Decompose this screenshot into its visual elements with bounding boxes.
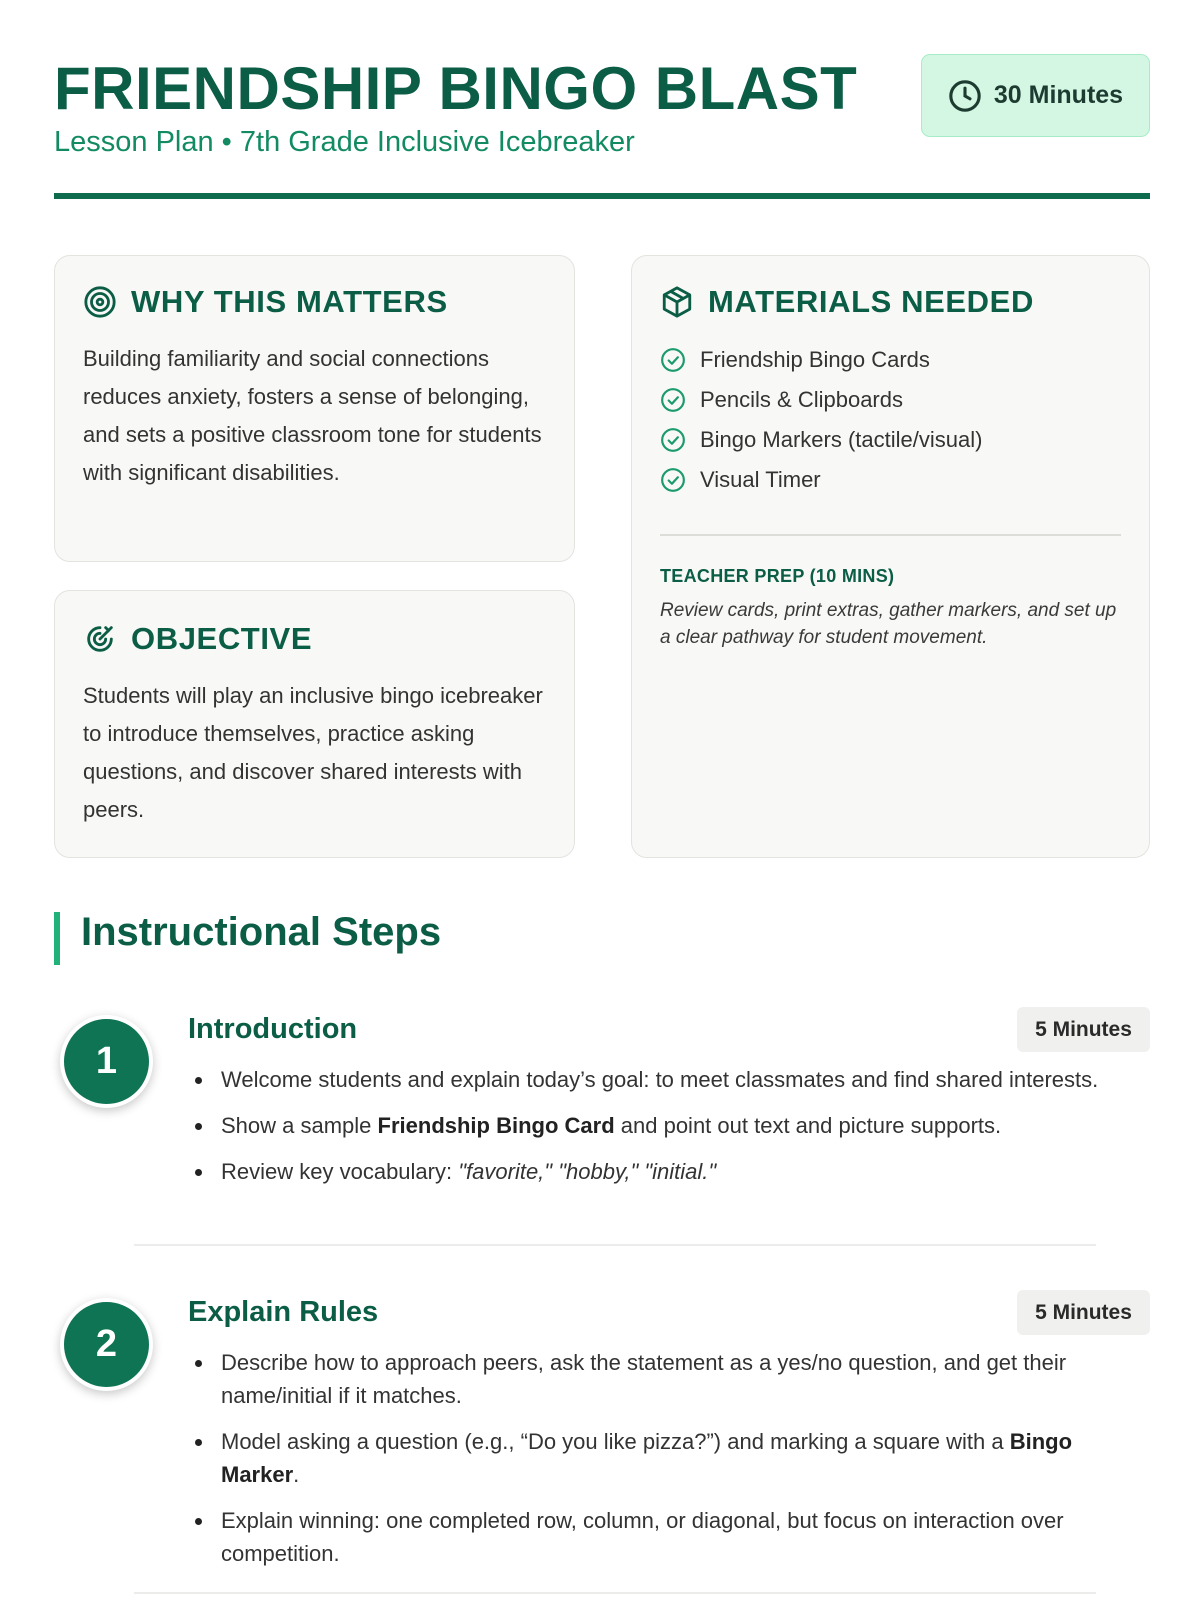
header-divider [54, 193, 1150, 199]
step-bullets [188, 1346, 1150, 1583]
target-icon [83, 285, 117, 319]
step-time-badge: 5 Minutes [1017, 1007, 1150, 1052]
step-divider [134, 1592, 1096, 1594]
clock-icon [948, 79, 982, 113]
list-item: Explain winning: one completed row, column, or diagonal, but focus on interaction over competition. [188, 1504, 1150, 1570]
goal-icon [83, 622, 117, 656]
list-item [660, 460, 1121, 500]
list-item [660, 420, 1121, 460]
step-number: 1 [60, 1015, 153, 1108]
check-circle-icon [660, 347, 686, 373]
list-item: Show a sample Friendship Bingo Card and point out text and picture supports. [188, 1109, 1150, 1142]
step-bullets [188, 1063, 1150, 1201]
package-icon [660, 285, 694, 319]
step-title: Introduction [188, 1013, 358, 1045]
step-number: 2 [60, 1298, 153, 1391]
page-subtitle: Lesson Plan • 7th Grade Inclusive Icebreaker [54, 126, 635, 158]
check-circle-icon [660, 387, 686, 413]
teacher-prep-text: Review cards, print extras, gather markers, and set up a clear pathway for student movement. [660, 599, 1117, 648]
teacher-prep-title: TEACHER PREP (10 MINS) [660, 565, 895, 586]
step-divider [134, 1244, 1096, 1246]
list-item: Model asking a question (e.g., “Do you like pizza?”) and marking a square with a Bingo Marker. [188, 1425, 1150, 1491]
duration-badge [921, 54, 1150, 137]
step-title: Explain Rules [188, 1296, 379, 1328]
objective-title: OBJECTIVE [131, 621, 313, 656]
step-2 [54, 1290, 1150, 1600]
check-circle-icon [660, 427, 686, 453]
header [54, 54, 1150, 202]
materials-title: MATERIALS NEEDED [708, 284, 1034, 319]
material-label: Visual Timer [700, 467, 821, 492]
why-card [54, 255, 575, 562]
why-text: Building familiarity and social connections reduces anxiety, fosters a sense of belonging, and sets a positive classroom tone for students with significant disabilities. [83, 346, 542, 485]
list-item [660, 380, 1121, 420]
step-time-badge: 5 Minutes [1017, 1290, 1150, 1335]
list-item: Describe how to approach peers, ask the statement as a yes/no question, and get their name/initial if it matches. [188, 1346, 1150, 1412]
materials-list [660, 340, 1121, 500]
list-item: Review key vocabulary: "favorite," "hobby," "initial." [188, 1155, 1150, 1188]
list-item [660, 340, 1121, 380]
list-item: Welcome students and explain today’s goal: to meet classmates and find shared interests. [188, 1063, 1150, 1096]
step-1 [54, 1007, 1150, 1247]
objective-text: Students will play an inclusive bingo icebreaker to introduce themselves, practice asking questions, and discover shared interests with peers. [83, 683, 543, 822]
materials-card [631, 255, 1150, 858]
duration-label: 30 Minutes [993, 81, 1124, 109]
section-accent-bar [54, 912, 60, 965]
material-label: Bingo Markers (tactile/visual) [700, 427, 983, 452]
objective-card [54, 590, 575, 858]
page-title: FRIENDSHIP BINGO BLAST [54, 55, 858, 122]
section-title: Instructional Steps [81, 910, 442, 954]
material-label: Pencils & Clipboards [700, 387, 903, 412]
material-label: Friendship Bingo Cards [700, 347, 930, 372]
why-title: WHY THIS MATTERS [131, 284, 448, 319]
check-circle-icon [660, 467, 686, 493]
materials-divider [660, 534, 1121, 536]
